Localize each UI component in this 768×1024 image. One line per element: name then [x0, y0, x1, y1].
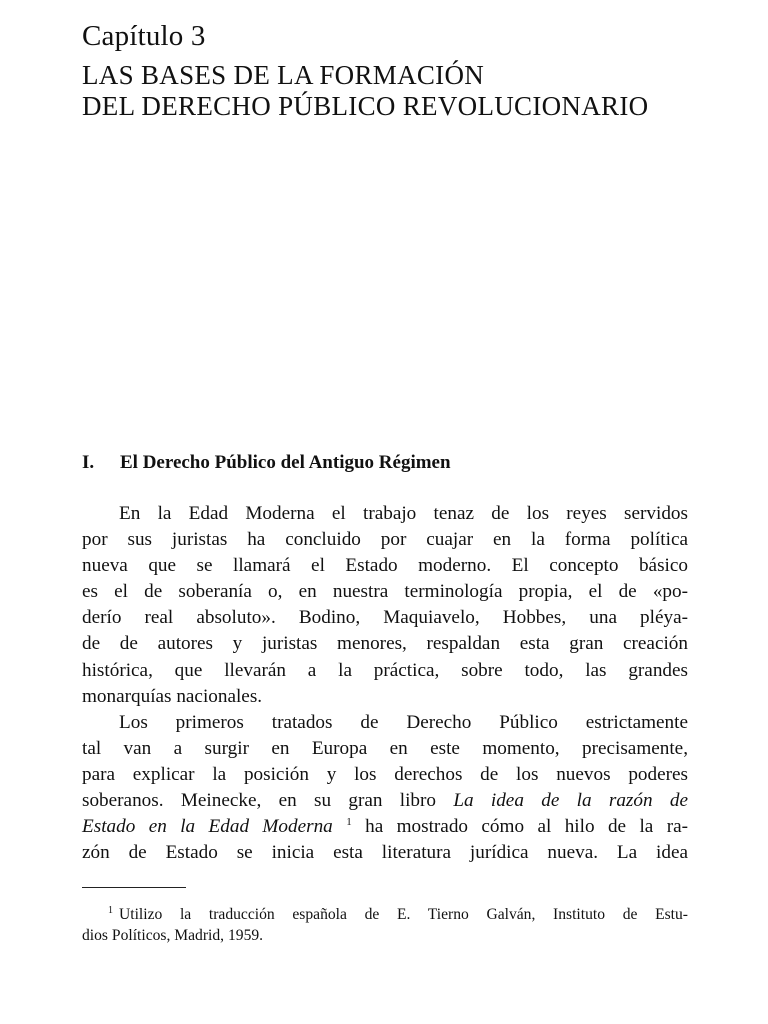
text-line [82, 814, 688, 840]
text-segment: soberanos. Meinecke, en su gran libro [82, 790, 436, 812]
section-title: El Derecho Público del Antiguo Régimen [120, 452, 451, 473]
text-line: histórica, que llevarán a la práctica, sobre todo, las grandes [82, 659, 688, 681]
text-line: zón de Estado se inicia esta literatura jurídica nueva. La idea [82, 842, 688, 864]
book-title-italic: Estado en la Edad Moderna [82, 816, 333, 838]
text-line: tal van a surgir en Europa en este momento, precisamente, [82, 737, 688, 759]
text-line: derío real absoluto». Bodino, Maquiavelo, Hobbes, una pléya- [82, 607, 688, 629]
chapter-label: Capítulo 3 [82, 20, 206, 52]
text-line: nueva que se llamará el Estado moderno. El concepto básico [82, 555, 688, 577]
text-line: es el de soberanía o, en nuestra terminología propia, el de «po- [82, 581, 688, 603]
footnote-line [82, 904, 688, 925]
text-line: por sus juristas ha concluido por cuajar en la forma política [82, 529, 688, 551]
text-line: Los primeros tratados de Derecho Público estrictamente [119, 711, 688, 733]
footnote-line: dios Políticos, Madrid, 1959. [82, 927, 264, 944]
text-line: monarquías nacionales. [82, 685, 263, 707]
text-line: para explicar la posición y los derechos de los nuevos poderes [82, 763, 688, 785]
footnote-marker: 1 [108, 905, 113, 916]
footnote [82, 904, 688, 946]
chapter-title [82, 60, 648, 122]
text-line [82, 788, 688, 814]
footnote-divider [82, 887, 186, 888]
footnote-text: Utilizo la traducción española de E. Tierno Galván, Instituto de Estu- [119, 906, 688, 923]
section-heading [82, 450, 451, 476]
book-title-italic: La idea de la razón de [453, 790, 688, 812]
chapter-title-line: LAS BASES DE LA FORMACIÓN [82, 60, 485, 90]
chapter-title-line: DEL DERECHO PÚBLICO REVOLUCIONARIO [82, 91, 649, 121]
text-line: de de autores y juristas menores, respaldan esta gran creación [82, 633, 688, 655]
body-text [82, 501, 688, 866]
section-number: I. [82, 452, 95, 473]
text-line: En la Edad Moderna el trabajo tenaz de los reyes servidos [119, 503, 688, 524]
text-segment: ha mostrado cómo al hilo de la ra- [365, 816, 688, 838]
footnote-reference: 1 [346, 816, 352, 829]
